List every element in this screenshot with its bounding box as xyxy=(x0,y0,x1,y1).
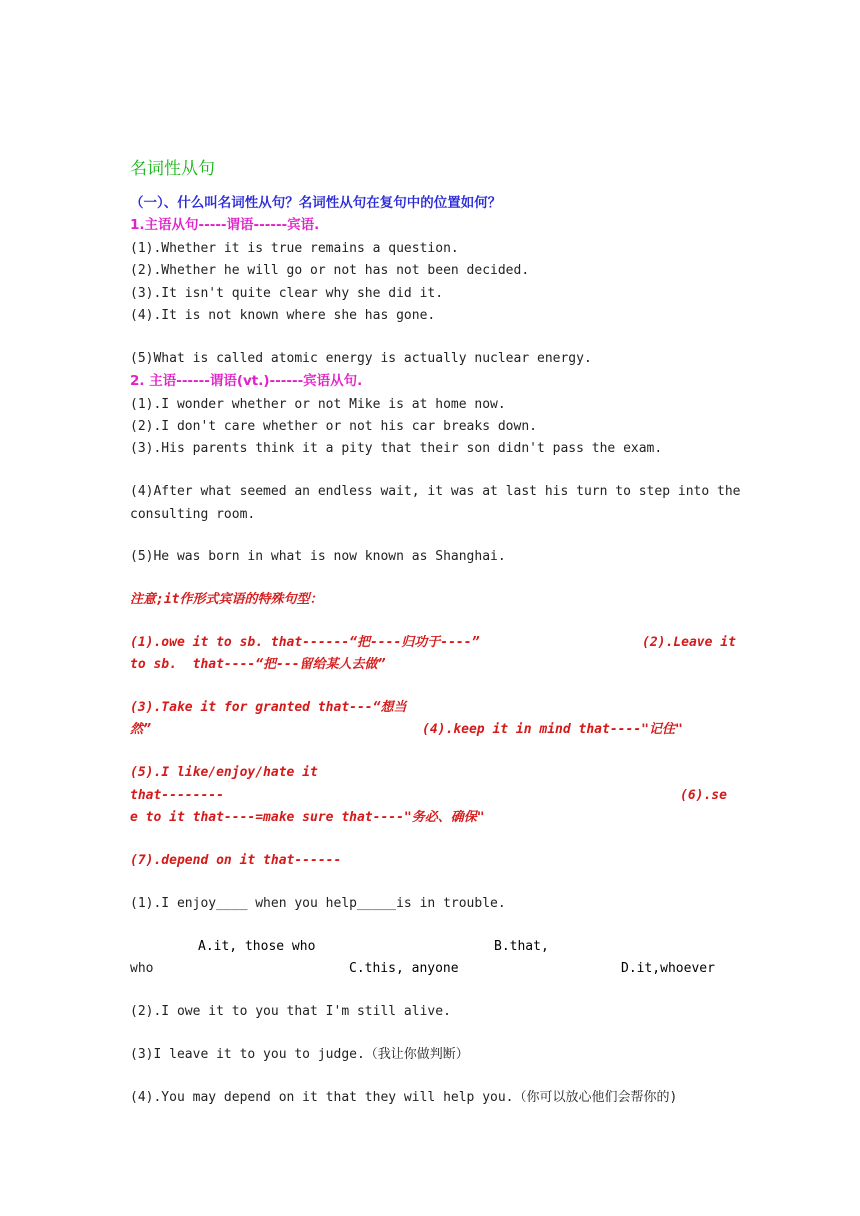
note-pattern: to sb. that----“把---留给某人去做” xyxy=(130,657,386,672)
exercise-question: (1).I enjoy____ when you help_____is in trouble. xyxy=(130,896,506,911)
note-pattern: (6).se xyxy=(680,788,727,803)
example-line: (1).I wonder whether or not Mike is at home now. xyxy=(130,397,506,412)
document-title: 名词性从句 xyxy=(130,159,215,179)
exercise-option-c: C.this, anyone xyxy=(349,961,459,976)
example-line: (2).Whether he will go or not has not been decided. xyxy=(130,263,530,278)
exercise-question: (4).You may depend on it that they will help you.（你可以放心他们会帮你的) xyxy=(130,1090,678,1105)
note-pattern: (2).Leave it xyxy=(642,635,736,650)
note-pattern: (5).I like/enjoy/hate it xyxy=(130,765,318,780)
exercise-question: (3)I leave it to you to judge.（我让你做判断） xyxy=(130,1047,469,1062)
example-line: (3).His parents think it a pity that their son didn't pass the exam. xyxy=(130,441,663,456)
exercise-option-b: B.that, xyxy=(494,939,549,954)
example-line: (4)After what seemed an endless wait, it was at last his turn to step into the xyxy=(130,484,741,499)
note-pattern: e to it that----=make sure that----"务必、确保" xyxy=(130,810,485,825)
note-pattern: (3).Take it for granted that---“想当 xyxy=(130,700,407,715)
example-line: (5)What is called atomic energy is actually nuclear energy. xyxy=(130,351,592,366)
exercise-question: (2).I owe it to you that I'm still alive. xyxy=(130,1004,451,1019)
note-pattern: (4).keep it in mind that----"记住" xyxy=(422,722,683,737)
example-line: (1).Whether it is true remains a question. xyxy=(130,241,459,256)
example-line: (4).It is not known where she has gone. xyxy=(130,308,436,323)
exercise-option-b-cont: who xyxy=(130,961,154,976)
section2-heading: 2. 主语------谓语(vt.)------宾语从句. xyxy=(130,373,363,389)
note-pattern: that-------- xyxy=(130,788,224,803)
section-question: （一）、什么叫名词性从句？名词性从句在复句中的位置如何？ xyxy=(130,195,502,211)
note-pattern: (7).depend on it that------ xyxy=(130,853,342,868)
note-pattern: (1).owe it to sb. that------“把----归功于----” xyxy=(130,635,480,650)
example-line: consulting room. xyxy=(130,507,256,522)
example-line: (3).It isn't quite clear why she did it. xyxy=(130,286,444,301)
section1-heading: 1.主语从句-----谓语------宾语. xyxy=(130,217,320,233)
exercise-option-d: D.it,whoever xyxy=(621,961,715,976)
note-heading: 注意;it作形式宾语的特殊句型： xyxy=(130,592,323,607)
note-pattern: 然” xyxy=(130,722,151,737)
example-line: (5)He was born in what is now known as Shanghai. xyxy=(130,549,506,564)
example-line: (2).I don't care whether or not his car breaks down. xyxy=(130,419,537,434)
exercise-option-a: A.it, those who xyxy=(198,939,316,954)
